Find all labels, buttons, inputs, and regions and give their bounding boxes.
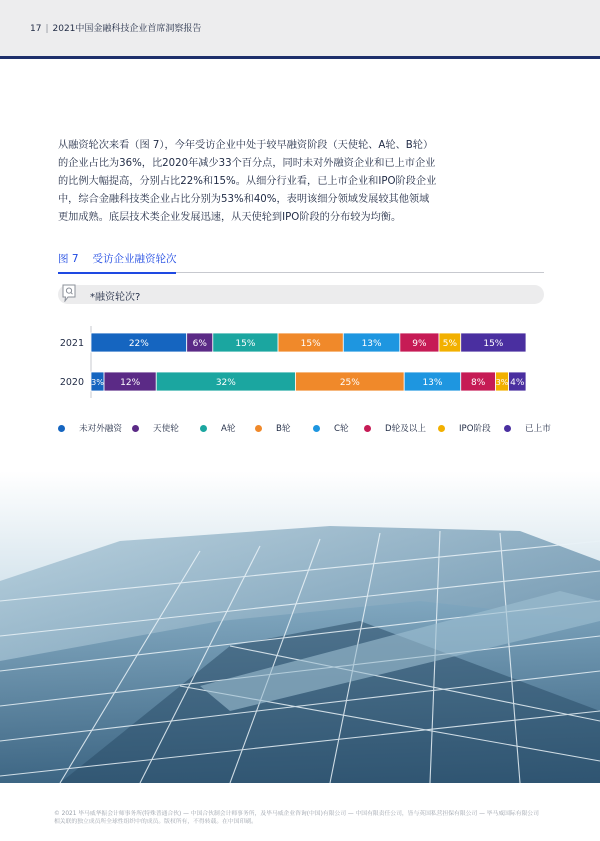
header-separator: |	[45, 24, 49, 34]
legend-swatch	[364, 425, 371, 432]
glass-building-photo	[0, 471, 600, 783]
data-label-2021-6: 5%	[442, 339, 458, 349]
legend-swatch	[504, 425, 511, 432]
report-title: 2021中国金融科技企业首席洞察报告	[52, 24, 202, 34]
figure-rule-accent	[58, 272, 176, 274]
legend-swatch	[58, 425, 65, 432]
legend-swatch	[313, 425, 320, 432]
legend-label: IPO阶段	[459, 424, 491, 434]
data-label-2020-3: 25%	[339, 378, 360, 388]
data-label-2020-5: 8%	[471, 378, 486, 388]
data-label-2020-0: 3%	[91, 378, 104, 387]
page-header	[0, 0, 600, 56]
figure-caption: 受访企业融资轮次	[92, 253, 177, 265]
data-label-2021-3: 15%	[300, 339, 321, 349]
question-text: *融资轮次?	[90, 292, 141, 303]
footer-line-2: 相关联的独立成员所全球性组织中的成员。版权所有，不得转载。在中国印刷。	[54, 819, 257, 825]
data-label-2021-5: 9%	[412, 339, 427, 349]
data-label-2021-2: 15%	[235, 339, 256, 349]
category-label-2020: 2020	[59, 377, 84, 388]
legend-item-0	[58, 422, 122, 434]
figure-rule	[58, 272, 544, 273]
legend-label: D轮及以上	[385, 424, 426, 434]
question-bubble-icon	[62, 284, 76, 302]
legend-item-2	[200, 422, 235, 434]
data-label-2021-0: 22%	[128, 339, 149, 349]
legend-item-6	[438, 422, 491, 434]
legend-swatch	[200, 425, 207, 432]
body-text	[58, 137, 438, 227]
legend-label: 未对外融资	[79, 424, 122, 434]
survey-question-bar	[58, 285, 544, 304]
category-label-2021: 2021	[59, 338, 84, 349]
data-label-2020-2: 32%	[215, 378, 236, 388]
data-label-2020-7: 4%	[510, 378, 525, 388]
legend-label: 已上市	[525, 424, 551, 434]
legend-item-1	[132, 422, 179, 434]
page-number: 17	[30, 24, 42, 34]
page-footer	[54, 810, 554, 826]
footer-line-1: © 2021 毕马威华振会计师事务所(特殊普通合伙) — 中国合伙制会计师事务所，及毕马威企业咨询(中国)有限公司 — 中国有限责任公司，皆与英国私营担保有限公司 — 毕马威国际有限公司	[54, 811, 539, 817]
legend-item-5	[364, 422, 426, 434]
figure-title	[58, 251, 177, 266]
data-label-2020-1: 12%	[120, 378, 141, 388]
figure-number: 图 7	[58, 253, 79, 265]
chart-legend	[58, 422, 551, 438]
legend-label: B轮	[276, 424, 291, 434]
header-rule	[0, 56, 600, 59]
legend-item-7	[504, 422, 551, 434]
legend-swatch	[438, 425, 445, 432]
data-label-2021-4: 13%	[361, 339, 382, 349]
legend-item-4	[313, 422, 349, 434]
data-label-2021-1: 6%	[192, 339, 207, 349]
legend-label: A轮	[221, 424, 236, 434]
legend-label: C轮	[334, 424, 349, 434]
data-label-2020-6: 3%	[495, 378, 509, 387]
legend-item-3	[255, 422, 291, 434]
glass-building-illustration	[0, 471, 600, 783]
legend-swatch	[255, 425, 262, 432]
legend-label: 天使轮	[153, 424, 179, 434]
data-label-2020-4: 13%	[422, 378, 443, 388]
header-text	[30, 21, 201, 34]
body-paragraph: 从融资轮次来看（图 7），今年受访企业中处于较早融资阶段（天使轮、A轮、B轮）的企业占比为36%，比2020年减少33个百分点，同时未对外融资企业和已上市企业的比例大幅提高，分别占比22%和15%。从细分行业看，已上市企业和IPO阶段企业中，综合金融科技类企业占比分别为53%和40%，表明该细分领域发展较其他领域更加成熟。底层技术类企业发展迅速，从天使轮到IPO阶段的分布较为均衡。	[58, 140, 437, 223]
funding-rounds-chart	[50, 322, 540, 402]
data-label-2021-7: 15%	[483, 339, 504, 349]
legend-swatch	[132, 425, 139, 432]
